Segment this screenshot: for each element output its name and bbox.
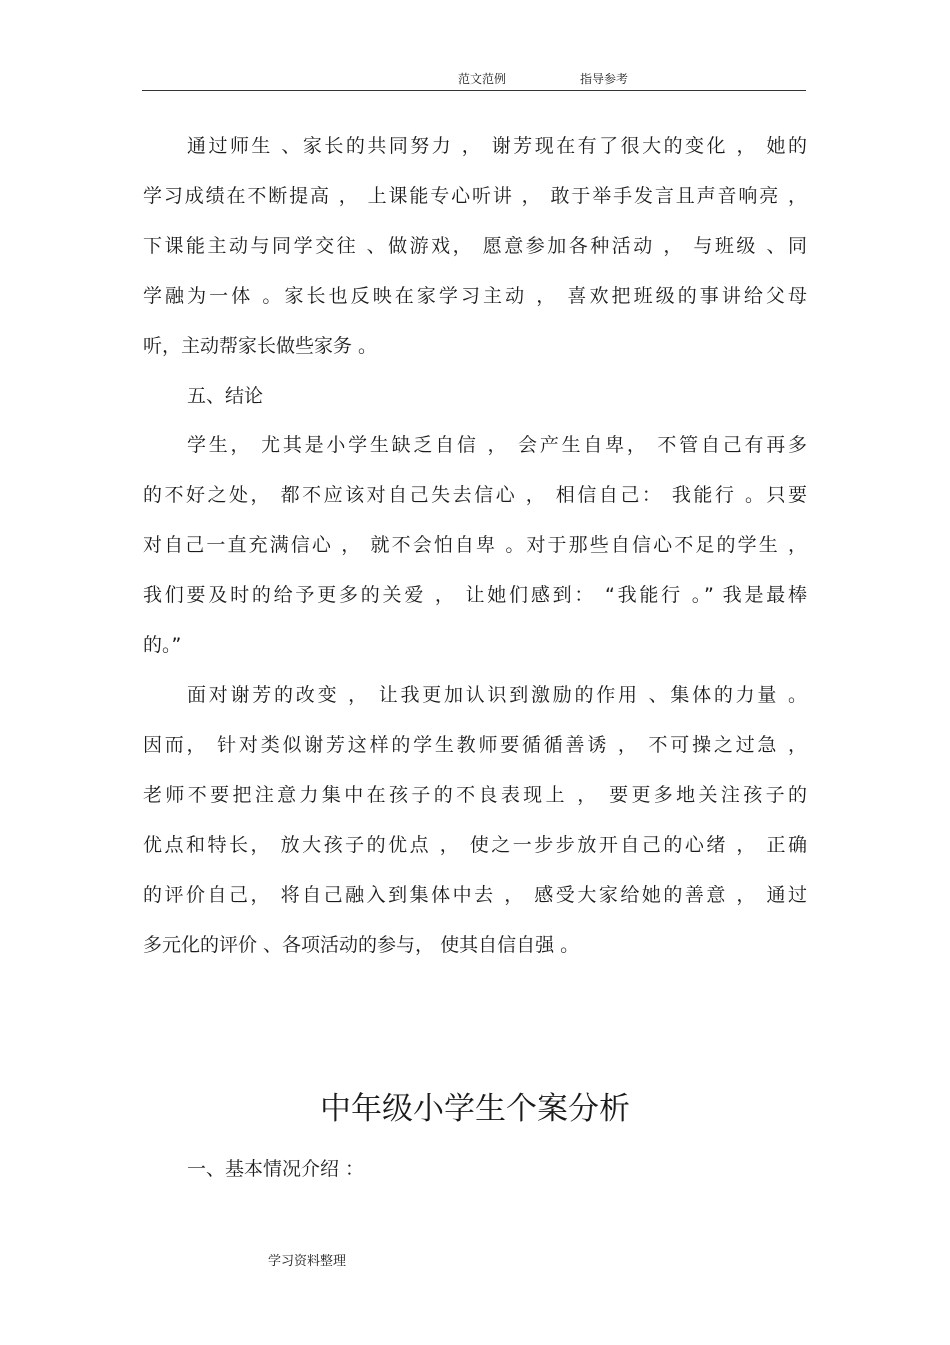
document-title: 中年级小学生个案分析	[320, 1091, 630, 1127]
paragraph-2-line-1: 学生， 尤其是小学生缺乏自信 ， 会产生自卑， 不管自己有再多	[187, 434, 807, 456]
paragraph-1-line-5: 听，主动帮家长做些家务 。	[143, 335, 378, 357]
paragraph-1-line-1: 通过师生 、家长的共同努力 ， 谢芳现在有了很大的变化 ， 她的	[187, 135, 807, 157]
paragraph-1-line-4: 学融为一体 。家长也反映在家学习主动 ， 喜欢把班级的事讲给父母	[143, 285, 807, 307]
paragraph-1-line-3: 下课能主动与同学交往 、做游戏， 愿意参加各种活动 ， 与班级 、同	[143, 235, 807, 257]
paragraph-3-line-4: 优点和特长， 放大孩子的优点 ， 使之一步步放开自己的心绪 ， 正确	[143, 834, 807, 856]
paragraph-2-line-2: 的不好之处， 都不应该对自己失去信心 ， 相信自己： 我能行 。只要	[143, 484, 807, 506]
paragraph-3-line-1: 面对谢芳的改变 ， 让我更加认识到激励的作用 、集体的力量 。	[187, 684, 807, 706]
section-heading-basic-info: 一、基本情况介绍 ：	[187, 1158, 365, 1180]
section-heading-conclusion: 五、结论	[187, 385, 264, 407]
header-right-text: 指导参考	[580, 72, 629, 86]
paragraph-3-line-5: 的评价自己， 将自己融入到集体中去 ， 感受大家给她的善意 ， 通过	[143, 884, 807, 906]
page-footer: 学习资料整理	[268, 1254, 347, 1269]
paragraph-2-line-5: 的。”	[143, 634, 182, 656]
paragraph-3-line-2: 因而， 针对类似谢芳这样的学生教师要循循善诱 ， 不可操之过急 ，	[143, 734, 807, 756]
header-left-text: 范文范例	[458, 72, 507, 86]
paragraph-3-line-3: 老师不要把注意力集中在孩子的不良表现上 ， 要更多地关注孩子的	[143, 784, 807, 806]
paragraph-2-line-3: 对自己一直充满信心 ， 就不会怕自卑 。对于那些自信心不足的学生 ，	[143, 534, 807, 556]
page-header	[142, 68, 806, 91]
paragraph-2-line-4: 我们要及时的给予更多的关爱 ， 让她们感到： “我能行 。” 我是最棒	[143, 584, 807, 606]
paragraph-1-line-2: 学习成绩在不断提高 ， 上课能专心听讲 ， 敢于举手发言且声音响亮 ，	[143, 185, 807, 207]
paragraph-3-line-6: 多元化的评价 、各项活动的参与， 使其自信自强 。	[143, 934, 580, 956]
